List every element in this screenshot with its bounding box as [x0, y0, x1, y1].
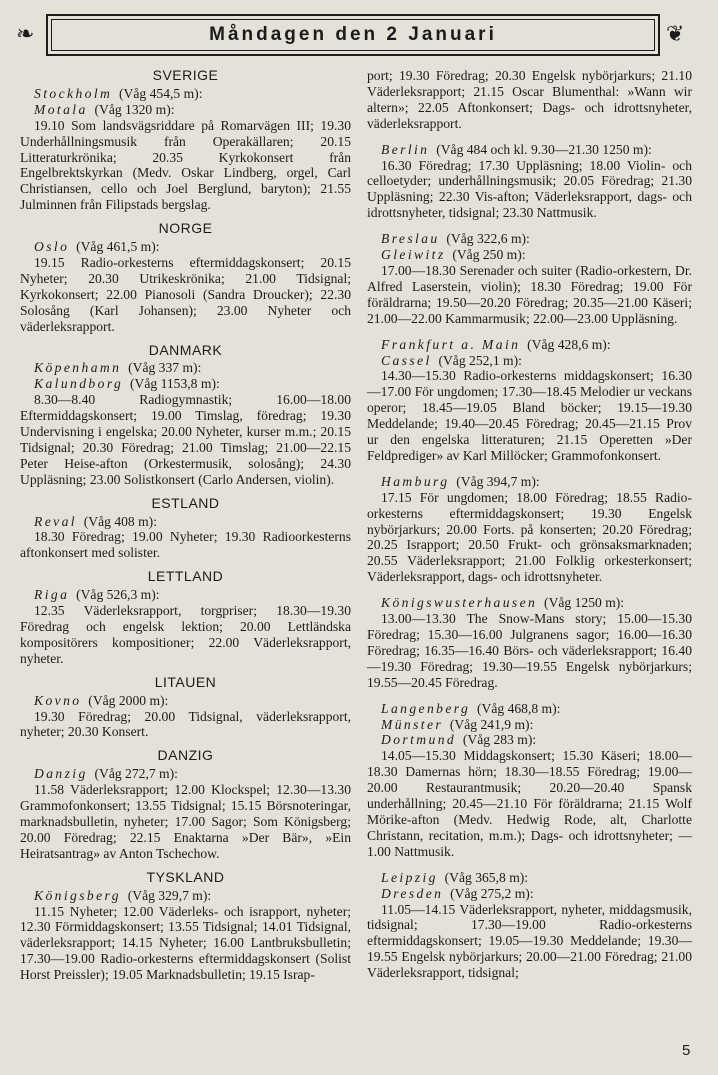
station-name: Münster	[381, 716, 444, 732]
station-wavelength: (Våg 1320 m):	[94, 101, 175, 117]
program-text: port; 19.30 Föredrag; 20.30 Engelsk nybörjarkurs; 21.10 Väderleksrapport; 21.15 Oscar Blumenthal: »Wann wir altern»; 22.05 Aftonkonsert; Dags- och idrottsnyheter, väderleksrapport.	[367, 68, 692, 131]
station-name: Kovno	[34, 692, 82, 708]
station-wavelength: (Våg 283 m):	[462, 732, 537, 748]
station-line	[367, 353, 692, 369]
left-column	[20, 68, 351, 991]
station-line	[367, 337, 692, 353]
right-ornament-icon: ❦	[666, 21, 685, 46]
station-wavelength: (Våg 337 m):	[128, 360, 202, 376]
station-name: Gleiwitz	[381, 247, 446, 263]
station-wavelength: (Våg 365,8 m):	[444, 869, 529, 885]
station-wavelength: (Våg 1250 m):	[544, 595, 625, 611]
station-name: Danzig	[34, 766, 88, 782]
station-line	[20, 587, 351, 603]
program-section	[20, 748, 351, 861]
station-wavelength: (Våg 461,5 m):	[76, 239, 160, 255]
program-text: 17.00—18.30 Serenader och suiter (Radio-orkestern, Dr. Alfred Laserstein, violin); 18.30 Föredrag; 19.00 För föräldrarna; 19.50—20.20 Föredrag; 20.35—21.00 Käseri; 21.00—22.00 Kammarmusik; 22.00—23.00 Uppläsning.	[367, 262, 692, 326]
station-line	[20, 514, 351, 530]
program-section	[20, 68, 351, 213]
program-section	[367, 474, 692, 585]
program-section	[367, 870, 692, 981]
station-line	[20, 86, 351, 102]
program-text: 14.30—15.30 Radio-orkesterns middagskonsert; 16.30—17.00 För ungdomen; 17.30—18.45 Melodier ur veckans operor; 18.45—19.05 Bland böcker; 19.15—19.30 Meddelande; 19.40—20.45 Föredrag; 20.45—21.15 Prov ur den engelska litteraturen; 21.15 Operetten »Der Feldprediger» av Karl Millöcker; Grammofonkonsert.	[367, 368, 692, 463]
station-name: Langenberg	[381, 700, 471, 716]
right-column	[367, 68, 692, 991]
station-wavelength: (Våg 329,7 m):	[127, 887, 212, 903]
station-wavelength: (Våg 272,7 m):	[94, 766, 178, 782]
program-section	[20, 343, 351, 488]
station-name: Kalundborg	[34, 376, 124, 392]
station-wavelength: (Våg 1153,8 m):	[130, 376, 220, 392]
station-wavelength: (Våg 250 m):	[452, 247, 526, 263]
station-name: Königsberg	[34, 887, 121, 903]
station-wavelength: (Våg 275,2 m):	[450, 885, 534, 901]
country-heading: LITAUEN	[154, 673, 217, 690]
station-line	[20, 239, 351, 255]
station-name: Breslau	[381, 231, 440, 247]
station-name: Cassel	[381, 352, 432, 368]
program-section	[367, 701, 692, 860]
station-wavelength: (Våg 454,5 m):	[119, 85, 203, 101]
station-line	[20, 376, 351, 392]
station-name: Königswusterhausen	[381, 595, 538, 611]
program-section	[367, 231, 692, 326]
station-name: Hamburg	[381, 473, 450, 489]
station-line	[367, 474, 692, 490]
station-name: Reval	[34, 513, 77, 529]
station-line	[20, 888, 351, 904]
program-text: 11.05—14.15 Väderleksrapport, nyheter, middagsmusik, tidsignal; 17.30—19.00 Radio-orkesterns eftermiddagskonsert; 19.05—19.30 Meddelande; 19.30—19.55 Engelsk nybörjarkurs; 20.00—21.00 Föredrag; 21.00 Väderleksrapport, tidsignal;	[367, 901, 692, 981]
station-line	[367, 886, 692, 902]
page-title: Måndagen den 2 Januari	[209, 24, 497, 45]
program-text: 8.30—8.40 Radiogymnastik; 16.00—18.00 Eftermiddagskonsert; 19.00 Timslag, föredrag; 19.30 Undervisning i engelska; 20.00 Nyheter, kurser m.m.; 20.15 Tidsignal; 20.30 Föredrag; 21.00 Timslag; 21.00—22.15 Peter Heise-afton (Orkestermusik, solosång); 24.30 Uppläsning; 23.00 Solistkonsert (Carlo Andersen, violin).	[20, 392, 351, 487]
station-name: Stockholm	[34, 85, 113, 101]
station-name: Oslo	[34, 239, 70, 255]
station-wavelength: (Våg 2000 m):	[88, 692, 169, 708]
program-text: 19.10 Som landsvägsriddare på Romarvägen III; 19.30 Underhållningsmusik från Operakällaren; 20.15 Litteraturkrönika; 20.35 Kyrkokonsert från Engelbrektskyrkan (Medv. Oskar Lindberg, orgel, Carl Christiansen, cello och Joel Berglund, baryton); 21.55 Julminnen från Filipstads bergslag.	[20, 117, 351, 213]
station-line	[367, 247, 692, 263]
station-line	[367, 595, 692, 611]
country-heading: SVERIGE	[152, 67, 219, 83]
country-heading: LETTLAND	[147, 568, 224, 585]
station-name: Riga	[34, 587, 70, 603]
left-ornament-icon: ❧	[16, 21, 35, 46]
station-line	[20, 102, 351, 118]
station-name: Motala	[34, 101, 88, 117]
program-text: 18.30 Föredrag; 19.00 Nyheter; 19.30 Radioorkesterns aftonkonsert med solister.	[20, 529, 351, 561]
station-wavelength: (Våg 468,8 m):	[477, 700, 561, 716]
country-heading: ESTLAND	[151, 494, 220, 511]
station-wavelength: (Våg 526,3 m):	[76, 587, 160, 603]
page-number: 5	[682, 1042, 691, 1059]
country-heading: NORGE	[158, 220, 213, 237]
station-line	[367, 142, 692, 158]
program-text: 19.15 Radio-orkesterns eftermiddagskonsert; 20.15 Nyheter; 20.30 Utrikeskrönika; 21.00 Tidsignal; Kyrkokonsert; 22.00 Pianosoli (Sandra Droucker); 22.30 Solosång (Karl Johansen); 23.00 Nyheter och väderleksrapport.	[20, 254, 351, 334]
station-wavelength: (Våg 484 och kl. 9.30—21.30 1250 m):	[436, 141, 652, 157]
station-line	[20, 693, 351, 709]
program-text: 17.15 För ungdomen; 18.00 Föredrag; 18.55 Radio-orkesterns eftermiddagskonsert; 19.30 Engelsk nybörjarkurs; 20.00 Forts. på konserten; 20.20 Föredrag; 20.25 Israpport; 20.50 Frukt- och grönsaksmarknaden; 20.55 Väderleksrapport; 21.00 Folklig orkesterkonsert; Väderleksrapport, dags- och idrottsnyheter.	[367, 489, 692, 585]
station-line	[367, 870, 692, 886]
program-section	[20, 675, 351, 741]
program-section	[20, 496, 351, 562]
program-section	[367, 337, 692, 464]
station-wavelength: (Våg 252,1 m):	[438, 352, 522, 368]
station-wavelength: (Våg 428,6 m):	[527, 336, 611, 352]
station-wavelength: (Våg 408 m):	[83, 513, 157, 529]
program-section	[20, 870, 351, 983]
station-wavelength: (Våg 322,6 m):	[446, 231, 530, 247]
program-section	[367, 68, 692, 132]
station-wavelength: (Våg 241,9 m):	[449, 716, 534, 732]
program-text: 14.05—15.30 Middagskonsert; 15.30 Käseri; 18.00—18.30 Damernas hörn; 18.30—18.55 Föredrag; 19.00—20.00 Restaurantmusik; 20.20—20.40 Spansk underhållning; 20.45—21.10 För föräldrarna; 21.15 Wolf Mörike-afton (Medv. Hedwig Rode, alt, Charlotte Christann, recitation, m.m.); Dags- och idrottsnyheter; —1.00 Nattmusik.	[367, 748, 692, 859]
program-section	[367, 595, 692, 690]
station-name: Leipzig	[381, 869, 438, 885]
program-text: 11.15 Nyheter; 12.00 Väderleks- och israpport, nyheter; 12.30 Förmiddagskonsert; 13.55 Tidsignal; 14.01 Tidsignal, väderleksrapport; 14.15 Nyheter; 16.00 Lantbruksbulletin; 17.30—19.00 Radio-orkesterns eftermiddagskonsert (Solist Horst Preissler); 19.05 Marknadsbulletin; 19.15 Israp-	[20, 903, 351, 983]
station-line	[20, 766, 351, 782]
station-line	[367, 701, 692, 717]
station-wavelength: (Våg 394,7 m):	[456, 473, 540, 489]
station-name: Dortmund	[381, 732, 457, 748]
program-section	[20, 569, 351, 666]
program-text: 19.30 Föredrag; 20.00 Tidsignal, väderleksrapport, nyheter; 20.30 Konsert.	[20, 708, 351, 740]
station-name: Köpenhamn	[34, 360, 122, 376]
station-line	[367, 717, 692, 733]
station-line	[367, 231, 692, 247]
station-line	[367, 732, 692, 748]
program-text: 11.58 Väderleksrapport; 12.00 Klockspel; 12.30—13.30 Grammofonkonsert; 13.55 Tidsignal; 15.15 Börsnoteringar, marknadsbulletin, nyheter; 17.00 Sagor; Som Königsberg; 20.00 Föredrag; 22.15 Enaktarna »Der Bär», »Ein Heiratsantrag» av Anton Tschechow.	[20, 782, 351, 861]
country-heading: DANMARK	[148, 341, 223, 358]
country-heading: DANZIG	[157, 747, 214, 764]
program-text: 12.35 Väderleksrapport, torgpriser; 18.30—19.30 Föredrag och engelsk lektion; 20.00 Lettländska kompositörers kompositioner; 22.00 Väderleksrapport, nyheter.	[20, 603, 351, 666]
program-text: 16.30 Föredrag; 17.30 Uppläsning; 18.00 Violin- och celloetyder; underhållningsmusik; 20.05 Föredrag; 21.30 Uppläsning; 22.30 Vis-afton; Väderleksrapport, dags- och idrottsnyheter, tidsignal; 23.30 Nattmusik.	[367, 157, 692, 221]
country-heading: TYSKLAND	[146, 868, 225, 885]
program-text: 13.00—13.30 The Snow-Mans story; 15.00—15.30 Föredrag; 15.30—16.00 Julgranens sagor; 16.00—16.30 Föredrag; 16.35—16.40 Börs- och väderleksrapport; 16.40—19.30 Föredrag; 19.30—19.55 Engelsk nybörjarkurs; 19.55—20.45 Föredrag.	[367, 611, 692, 690]
program-section	[367, 142, 692, 222]
program-section	[20, 221, 351, 334]
station-name: Frankfurt a. Main	[381, 336, 521, 352]
station-name: Dresden	[381, 885, 444, 901]
station-line	[20, 360, 351, 376]
station-name: Berlin	[381, 141, 430, 157]
